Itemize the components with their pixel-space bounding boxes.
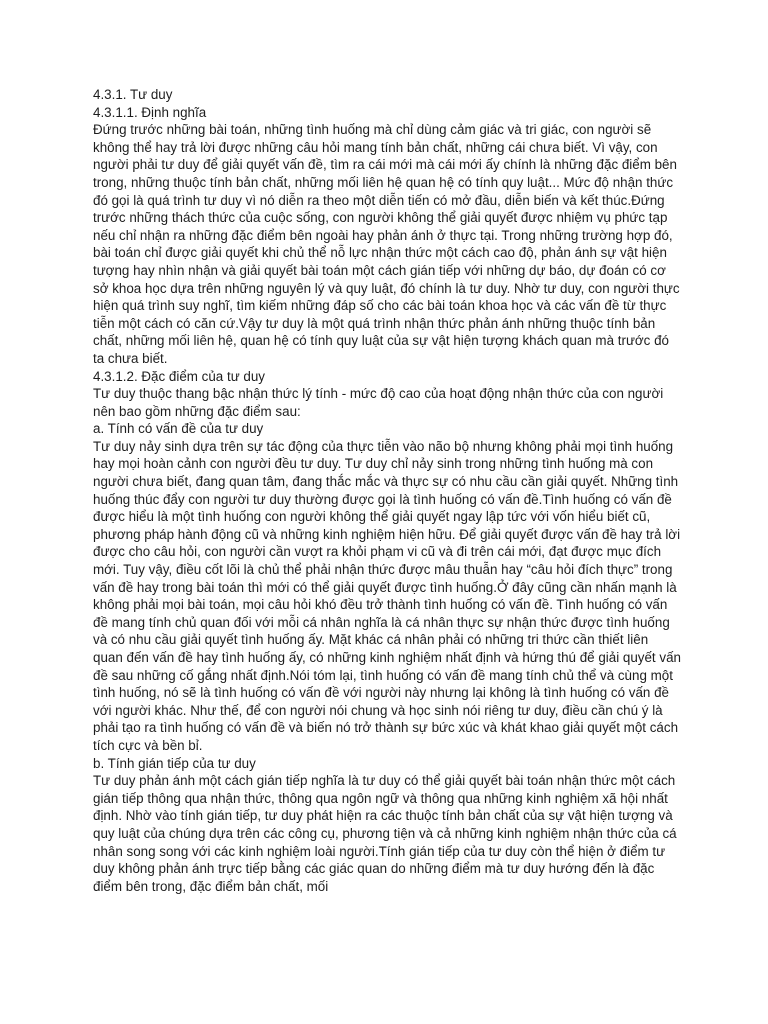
subsection-heading: 4.3.1.2. Đặc điểm của tư duy: [93, 368, 265, 384]
subheading: a. Tính có vấn đề của tư duy: [93, 421, 264, 437]
body-paragraph: Đứng trước những bài toán, những tình huống mà chỉ dùng cảm giác và tri giác, con người sẽ không thể hay trả lời được những câu hỏi mang tính bản chất, những cái chưa biết. Vì vậy, con người phải tư duy để giải quyết vấn đề, tìm ra cái mới mà cái mới ấy chính là những đặc điểm bên trong, những thuộc tính bản chất, những mối liên hệ quan hệ có tính quy luật... Mức độ nhận thức đó gọi là quá trình tư duy vì nó diễn ra theo một diễn tiến có mở đầu, diễn biến và kết thúc.Đứng trước những thách thức của cuộc sống, con người không thể giải quyết được nhiệm vụ phức tạp nếu chỉ nhận ra những đặc điểm bên ngoài hay phản ánh ở thực tại. Trong những trường hợp đó, bài toán chỉ được giải quyết khi chủ thể nỗ lực nhận thức một cách cao độ, phản ánh sự vật hiện tượng hay nhìn nhận và giải quyết bài toán một cách gián tiếp với những dự báo, dự đoán có cơ sở khoa học dựa trên những nguyên lý và quy luật, đó chính là tư duy. Nhờ tư duy, con người thực hiện quá trình suy nghĩ, tìm kiếm những đáp số cho các bài toán khoa học và các vấn đề từ thực tiễn một cách có căn cứ.Vậy tư duy là một quá trình nhận thức phản ánh những thuộc tính bản chất, những mối liên hệ, quan hệ có tính quy luật của sự vật hiện tượng khách quan mà trước đó ta chưa biết.: [93, 122, 680, 366]
section-heading: 4.3.1. Tư duy: [93, 87, 173, 102]
document-body: [93, 86, 681, 895]
subsection-heading: 4.3.1.1. Định nghĩa: [93, 104, 207, 120]
body-paragraph: Tư duy nảy sinh dựa trên sự tác động của thực tiễn vào não bộ nhưng không phải mọi tình huống hay mọi hoàn cảnh con người đều tư duy. Tư duy chỉ nảy sinh trong những tình huống mà con người chưa biết, đang quan tâm, đang thắc mắc và thực sự có nhu cầu cần giải quyết. Những tình huống thúc đẩy con người tư duy thường được gọi là tình huống có vấn đề.Tình huống có vấn đề được hiểu là một tình huống con người không thể giải quyết ngay lập tức với vốn hiểu biết cũ, phương pháp hành động cũ và những kinh nghiệm hiện hữu. Để giải quyết được vấn đề hay trả lời được cho câu hỏi, con người cần vượt ra khỏi phạm vi cũ và đi trên cái mới, đạt được mục đích mới. Tuy vậy, điều cốt lõi là chủ thể phải nhận thức được mâu thuẫn hay “câu hỏi đích thực” trong vấn đề hay trong bài toán thì mới có thể giải quyết được tình huống.Ở đây cũng cần nhấn mạnh là không phải mọi bài toán, mọi câu hỏi khó đều trở thành tình huống có vấn đề. Tình huống có vấn đề mang tính chủ quan đối với mỗi cá nhân nghĩa là cá nhân thực sự nhận thức được tình huống và có nhu cầu giải quyết tình huống ấy. Mặt khác cá nhân phải có những tri thức cần thiết liên quan đến vấn đề hay tình huống ấy, có những kinh nghiệm nhất định và hứng thú để giải quyết vấn đề sau những cố gắng nhất định.Nói tóm lại, tình huống có vấn đề mang tính chủ thể và cùng một tình huống, nó sẽ là tình huống có vấn đề với người này nhưng lại không là tình huống có vấn đề với người khác. Như thế, để con người nói chung và học sinh nói riêng tư duy, điều cần chú ý là phải tạo ra tình huống có vấn đề và biến nó trở thành sự bức xúc và khát khao giải quyết một cách tích cực và bền bỉ.: [93, 438, 681, 753]
subheading: b. Tính gián tiếp của tư duy: [93, 755, 256, 771]
body-paragraph: Tư duy phản ánh một cách gián tiếp nghĩa là tư duy có thể giải quyết bài toán nhận thức một cách gián tiếp thông qua nhận thức, thông qua ngôn ngữ và thông qua những kinh nghiệm xã hội nhất định. Nhờ vào tính gián tiếp, tư duy phát hiện ra các thuộc tính bản chất của sự vật hiện tượng và quy luật của chúng dựa trên các công cụ, phương tiện và cả những kinh nghiệm nhận thức của cá nhân song song với các kinh nghiệm loài người.Tính gián tiếp của tư duy còn thể hiện ở điểm tư duy không phản ánh trực tiếp bằng các giác quan do những điểm mà tư duy hướng đến là đặc điểm bên trong, đặc điểm bản chất, mối: [93, 773, 677, 894]
body-paragraph: Tư duy thuộc thang bậc nhận thức lý tính - mức độ cao của hoạt động nhận thức của con người nên bao gồm những đặc điểm sau:: [93, 386, 664, 419]
